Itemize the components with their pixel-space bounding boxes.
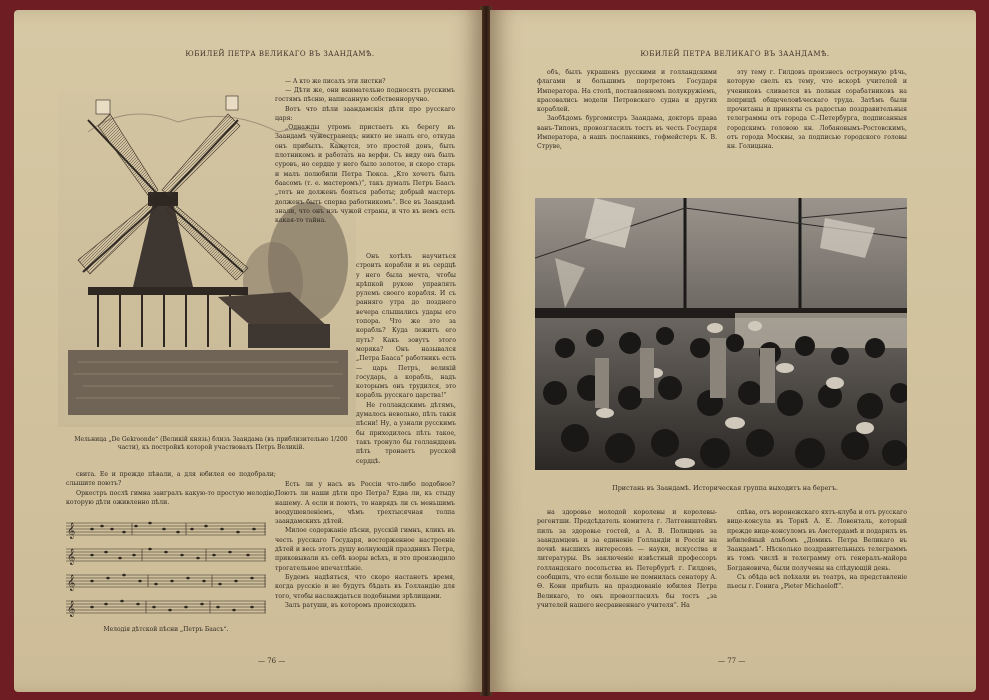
paragraph: Милое содержаніе пѣсни, русскій гимнъ, кликъ въ честь русскаго Государя, восторженное настроеніе дѣтей и весь этотъ душу волнующій праздникъ Петра, приковывали къ себѣ взоры всѣхъ, и это производило трогательное впечатлѣніе. bbox=[275, 527, 455, 572]
svg-text:𝄞: 𝄞 bbox=[67, 549, 76, 565]
paragraph: объ, былъ украшенъ русскими и голландскими флагами и большимъ портретомъ Государя Императора. На столѣ, поставленномъ полукружіемъ, красовались модели Петровскаго судна и других кораблей. bbox=[537, 69, 717, 114]
svg-text:𝄞: 𝄞 bbox=[67, 601, 76, 617]
paragraph: Онъ хотѣлъ научиться строить корабли и въ сердцѣ у него была мечта, чтобы крѣпкой рукою управлять рулемъ своего корабля. И съ ранняго утра до позднего вечера слышались удары его топора. Что же это за корабль? Куда лежитъ его путь? Какъ зовутъ этого моряка? Онъ назывался „Петра Бааса“ работникъ есть — царь Петръ, великій государь, а корабль, надъ которымъ онъ трудился, это корабль русскаго царства!“ bbox=[356, 253, 456, 400]
paragraph: Оркестръ послѣ гимна заигралъ какую-то простую мелодію, которую дѣти оживленно пѣли. bbox=[66, 489, 276, 506]
paragraph: на здоровье молодой королевы и королевы-регентши. Предсѣдатель комитета г. Латгевнштейнъ пилъ за здоровье гостей, а А. В. Полищевъ за заандамцевъ и за единеніе Голландіи и Россіи на почвѣ высшихъ интересовъ — науки, искусства и литературы. Въ заключеніе извѣстный профессоръ голландскаго посольства въ Петербургѣ г. Гилдовъ, сообщилъ, что если больше не помнилась сенатору А. Ѳ. Кони прибыть на празднованіе юбилея Петра Великаго, то онъ провозгласилъ бы тостъ „за учителей нашего несравненнаго учителя“. На bbox=[537, 509, 717, 609]
left-column-bottom-right bbox=[275, 480, 455, 640]
music-caption: Мелодія дѣтской пѣсни „Петръ Баасъ“. bbox=[103, 626, 229, 633]
paragraph: — Дѣти же, они внимательно подносятъ русскимъ гостямъ пѣсню, написанную собственноручно. bbox=[275, 87, 455, 104]
windmill-caption: Мельница „De Gekroonde“ (Великій князь) близъ Заандама (въ приблизительно 1/200 части), къ постройкѣ которой участвовалъ Петръ Великій. bbox=[74, 436, 348, 451]
photo-caption: Пристань въ Заандамѣ. Историческая группа выходитъ на берегъ. bbox=[612, 484, 838, 492]
left-column-bottom-left bbox=[66, 470, 276, 510]
paragraph: Не голландскимъ дѣтямъ, думалось невольно, пѣть такія пѣсни! Ну, а узнали русскимъ бы приходилось пѣть такое, такъ тронуло бы голландцевъ пѣть тронаетъ русской сердцѣ. bbox=[356, 401, 456, 465]
paragraph: спѣва, отъ воронежскаго яхтъ-клуба и отъ русскаго вице-консула въ Торнѣ А. Е. Ловенталь, который прежде вице-консуломъ въ Амстердамѣ и подарилъ въ юбилейный альбомъ „Домикъ Петра Великаго въ Заандамѣ“. Нѣсколько поздравительныхъ телеграммъ въ томъ числѣ и телеграмму отъ генералъ-майора Богдановича, были получены на слѣдующій день. bbox=[727, 509, 907, 572]
paragraph: „Однажды утромъ пристаетъ къ берегу въ Заандамѣ чужестранецъ; никто не зналъ его, откуда онъ прибылъ. Кажется, это простой донъ, быть плотникомъ и работать на верфи. Съ виду онъ былъ суровъ, но сердце у него было золотое, и скоро старь и малъ полюбили Петра Тюкса. „Кто хочетъ быть баасомъ (т. е. мастеромъ)“, такъ думалъ Петръ Баасъ „тотъ не долженъ бояться работы; добрый мастеръ долженъ быть сперва работникомъ“. Все въ Заандамѣ знали, что онъ изъ чужой страны, и что въ немъ есть какая-то тайна. bbox=[275, 124, 455, 225]
svg-text:𝄞: 𝄞 bbox=[67, 523, 76, 539]
right-column-bottom-left bbox=[537, 508, 717, 648]
right-column-bottom-right bbox=[727, 508, 907, 648]
sheet-music bbox=[66, 515, 266, 625]
right-column-top-right bbox=[727, 68, 907, 193]
harbor-photograph bbox=[535, 198, 907, 470]
paragraph: Есть ли у насъ въ Россіи что-либо подобное? Поютъ ли наши дѣти про Петра? Едва ли, къ стыду нашему. А если и поютъ, то наврядъ ли съ меньшимъ воодушевленіемъ, чѣмъ трехтысячная толпа заандамскихъ дѣтей. bbox=[275, 481, 455, 526]
left-col-top-question bbox=[275, 77, 455, 85]
left-column-middle bbox=[356, 252, 456, 477]
right-running-head: ЮБИЛЕЙ ПЕТРА ВЕЛИКАГО ВЪ ЗААНДАМѢ. bbox=[640, 50, 830, 58]
svg-text:𝄞: 𝄞 bbox=[67, 575, 76, 591]
left-page-number: — 76 — bbox=[258, 657, 286, 665]
paragraph: Будемъ надѣяться, что скоро настанетъ время, когда русскіе и не будутъ бѣдать въ Голландію для того, чтобы наслаждаться подобными зрѣлищами. bbox=[275, 573, 455, 600]
left-running-head: ЮБИЛЕЙ ПЕТРА ВЕЛИКАГО ВЪ ЗААНДАМѢ. bbox=[185, 50, 375, 58]
paragraph: — А кто же писалъ эти листки? bbox=[285, 78, 386, 85]
paragraph: Вотъ что пѣли заандамскія дѣти про русскаго царя: bbox=[275, 105, 455, 122]
paragraph: Залъ ратуши, въ которомъ происходилъ bbox=[285, 601, 416, 609]
paragraph: Съ обѣда всѣ поѣхали въ театръ, на представленіе пьесы г. Гонига „Pieter Michaeloff“. bbox=[727, 574, 907, 591]
paragraph: эту тему г. Гилдовъ произнесъ остроумную рѣчь, которую свелъ къ тему, что вскорѣ учителей и учениковъ сливается въ полныя сорабатниковъ на поприщѣ общечеловѣческаго труда. Затѣмъ были прочитаны и приняты съ радостью поздравительныя телеграммы отъ города С.-Петербурга, подписанныя городскимъ головою кн. Лобановымъ-Ростовскимъ, отъ города Москвы, за подписью городского головы кн. Голицына. bbox=[727, 69, 907, 151]
right-column-top-left bbox=[537, 68, 717, 193]
right-page-number: — 77 — bbox=[718, 657, 746, 665]
paragraph: Заобѣдомъ бургомистръ Заандама, докторъ права ванъ-Типонъ, провозгласилъ тостъ въ честь Государя Императора, а нашъ посланникъ, гофмейстеръ К. В. Струве, bbox=[537, 115, 717, 151]
paragraph: свита. Ее и прежде пѣвали, а для юбилея ее подобрали; слышите поютъ? bbox=[66, 471, 276, 488]
left-column-top bbox=[275, 86, 455, 248]
